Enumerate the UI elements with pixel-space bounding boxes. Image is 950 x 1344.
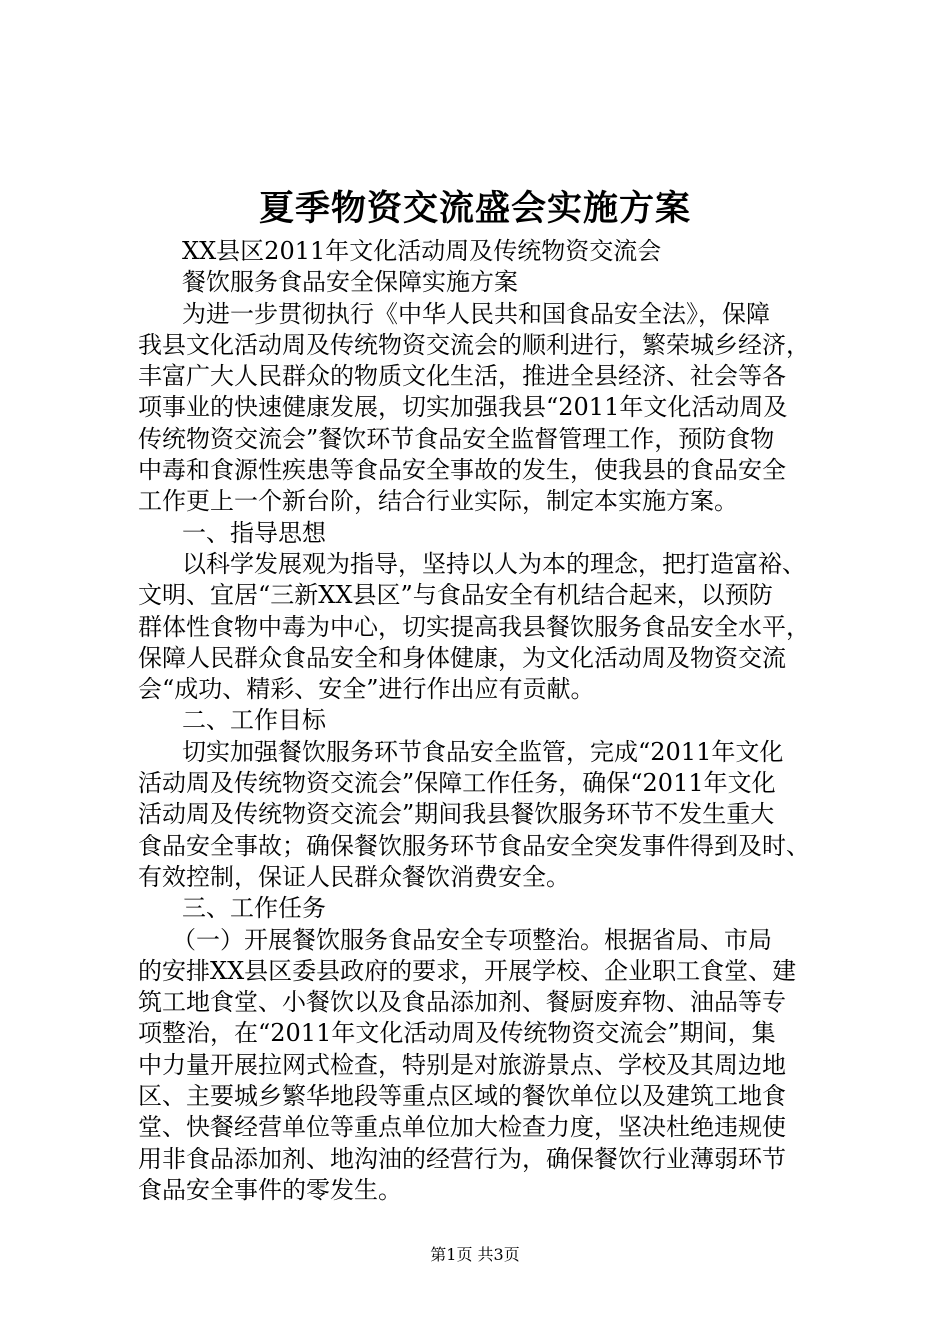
- document-body: [138, 236, 834, 1206]
- body-line: 食品安全事故；确保餐饮服务环节食品安全突发事件得到及时、: [138, 831, 810, 860]
- section-heading-2: 二、工作目标: [182, 706, 326, 735]
- body-line: 有效控制，保证人民群众餐饮消费安全。: [138, 862, 570, 891]
- body-line: 切实加强餐饮服务环节食品安全监管，完成“2011年文化: [182, 737, 784, 766]
- body-line: 食品安全事件的零发生。: [138, 1175, 402, 1204]
- body-line: 项事业的快速健康发展，切实加强我县“2011年文化活动周及: [138, 393, 788, 422]
- body-line: 筑工地食堂、小餐饮以及食品添加剂、餐厨废弃物、油品等专: [138, 988, 786, 1017]
- body-line: 丰富广大人民群众的物质文化生活，推进全县经济、社会等各: [138, 362, 786, 391]
- section-heading-1: 一、指导思想: [182, 518, 326, 547]
- body-line: 项整治，在“2011年文化活动周及传统物资交流会”期间，集: [138, 1019, 776, 1048]
- body-line: 以科学发展观为指导，坚持以人为本的理念，把打造富裕、: [182, 549, 806, 578]
- subtitle-line-1: XX县区2011年文化活动周及传统物资交流会: [182, 237, 662, 265]
- page-indicator: 第1页 共3页: [430, 1245, 520, 1264]
- body-line: 保障人民群众食品安全和身体健康，为文化活动周及物资交流: [138, 643, 786, 672]
- page-footer: [0, 1245, 950, 1265]
- body-line: 文明、宜居“三新XX县区”与食品安全有机结合起来，以预防: [138, 581, 773, 610]
- body-line: 会“成功、精彩、安全”进行作出应有贡献。: [138, 675, 595, 704]
- subtitle-line-2: 餐饮服务食品安全保障实施方案: [182, 268, 518, 297]
- body-line: 活动周及传统物资交流会”期间我县餐饮服务环节不发生重大: [138, 800, 775, 829]
- body-line: 区、主要城乡繁华地段等重点区域的餐饮单位以及建筑工地食: [138, 1082, 786, 1111]
- body-line: 活动周及传统物资交流会”保障工作任务，确保“2011年文化: [138, 769, 776, 798]
- body-line: 工作更上一个新台阶，结合行业实际，制定本实施方案。: [138, 487, 738, 516]
- body-line: 传统物资交流会”餐饮环节食品安全监督管理工作，预防食物: [138, 424, 775, 453]
- body-line: 用非食品添加剂、地沟油的经营行为，确保餐饮行业薄弱环节: [138, 1144, 786, 1173]
- document-title: 夏季物资交流盛会实施方案: [258, 188, 691, 229]
- body-line: 堂、快餐经营单位等重点单位加大检查力度，坚决杜绝违规使: [138, 1113, 786, 1142]
- body-line: 的安排XX县区委县政府的要求，开展学校、企业职工食堂、建: [138, 956, 797, 985]
- body-line: 为进一步贯彻执行《中华人民共和国食品安全法》，保障: [182, 299, 770, 328]
- body-line: 中毒和食源性疾患等食品安全事故的发生，使我县的食品安全: [138, 456, 786, 485]
- body-line: 中力量开展拉网式检查，特别是对旅游景点、学校及其周边地: [138, 1050, 786, 1079]
- body-line: （一）开展餐饮服务食品安全专项整治。根据省局、市局: [172, 925, 772, 954]
- body-line: 我县文化活动周及传统物资交流会的顺利进行，繁荣城乡经济，: [138, 330, 810, 359]
- body-line: 群体性食物中毒为中心，切实提高我县餐饮服务食品安全水平，: [138, 612, 810, 641]
- section-heading-3: 三、工作任务: [182, 894, 326, 923]
